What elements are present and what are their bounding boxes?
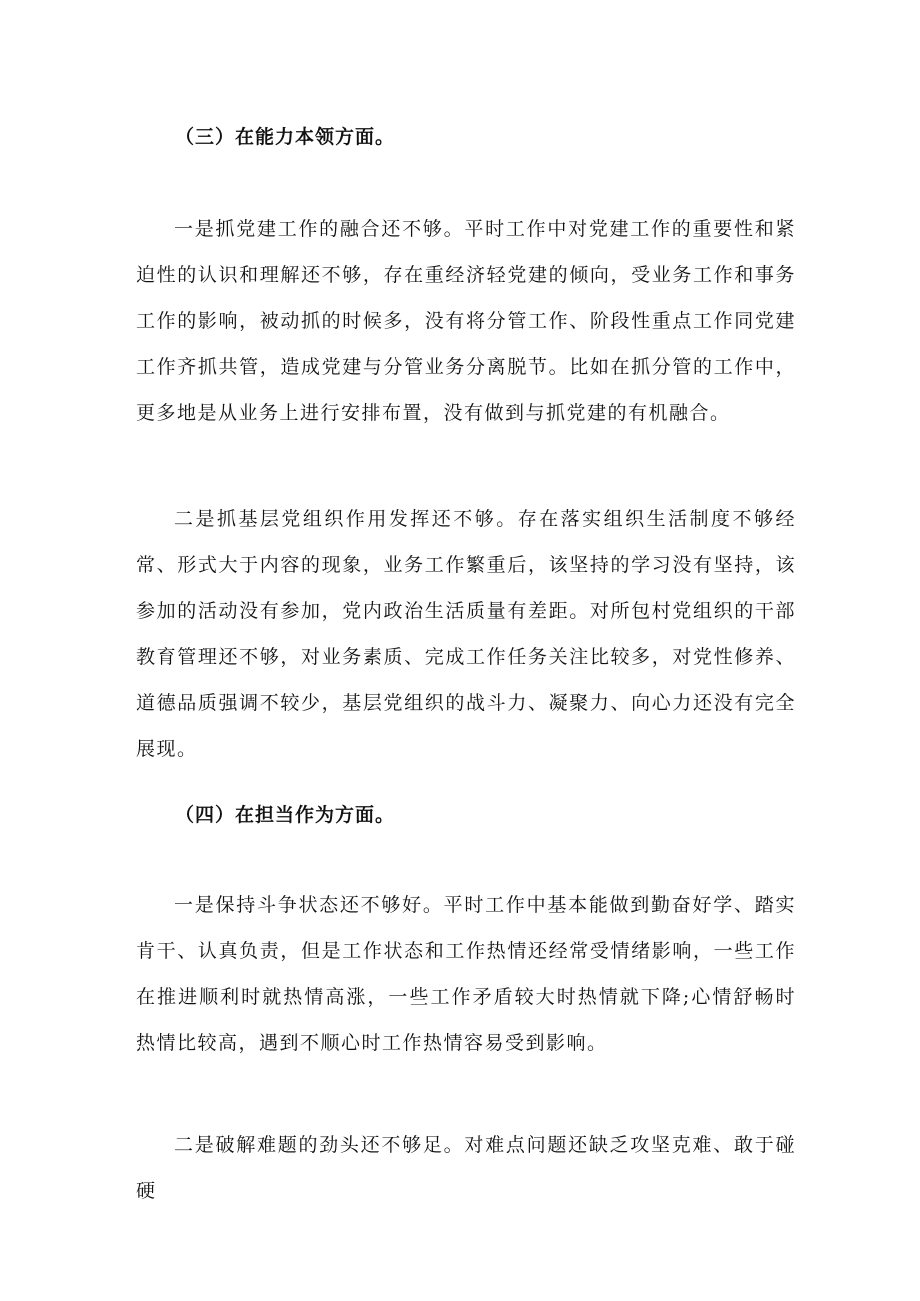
section-heading-3: （三）在能力本领方面。 [175,126,396,148]
paragraph-solving-problems: 二是破解难题的劲头还不够足。对难点问题还缺乏攻坚克难、敢于碰硬 [136,1134,796,1202]
paragraph-grassroots-organization: 二是抓基层党组织作用发挥还不够。存在落实组织生活制度不够经常、形式大于内容的现象，业务工作繁重后，该坚持的学习没有坚持，该参加的活动没有参加，党内政治生活质量有差距。对所包村党组织的干部教育管理还不够，对业务素质、完成工作任务关注比较多，对党性修养、道德品质强调不较少，基层党组织的战斗力、凝聚力、向心力还没有完全展现。 [136,508,796,760]
section-heading-4: （四）在担当作为方面。 [175,804,396,826]
paragraph-party-building-integration: 一是抓党建工作的融合还不够。平时工作中对党建工作的重要性和紧迫性的认识和理解还不够，存在重经济轻党建的倾向，受业务工作和事务工作的影响，被动抓的时候多，没有将分管工作、阶段性重点工作同党建工作齐抓共管，造成党建与分管业务分离脱节。比如在抓分管的工作中，更多地是从业务上进行安排布置，没有做到与抓党建的有机融合。 [136,218,796,424]
paragraph-struggle-state: 一是保持斗争状态还不够好。平时工作中基本能做到勤奋好学、踏实肯干、认真负责，但是工作状态和工作热情还经常受情绪影响，一些工作在推进顺利时就热情高涨，一些工作矛盾较大时热情就下降;心情舒畅时热情比较高，遇到不顺心时工作热情容易受到影响。 [136,894,796,1054]
